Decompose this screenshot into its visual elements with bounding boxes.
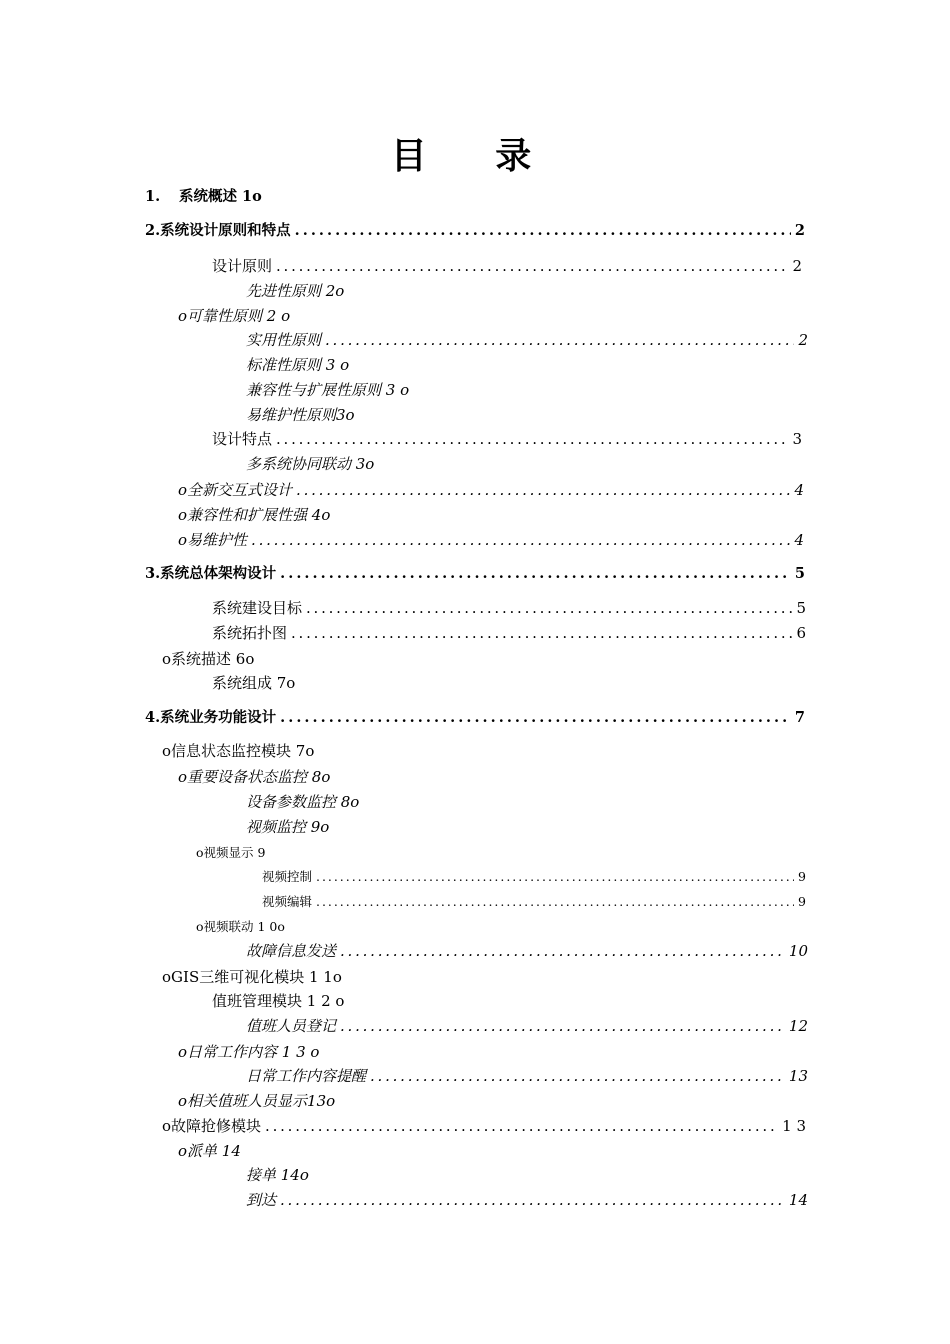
toc-leader-dots: [276, 255, 788, 277]
toc-entry-title: 视频监控 9o: [246, 818, 330, 836]
toc-entry[interactable]: [212, 672, 802, 694]
toc-entry[interactable]: [178, 766, 802, 788]
toc-entry-title: 到达: [246, 1191, 277, 1209]
toc-entry[interactable]: [246, 1164, 802, 1186]
toc-entry[interactable]: [178, 1090, 802, 1112]
toc-page-number: 5: [794, 565, 805, 582]
toc-entry[interactable]: [178, 1041, 802, 1063]
toc-entry-title: oGIS三维可视化模块 1 1o: [162, 968, 342, 986]
toc-entry[interactable]: [246, 816, 802, 838]
toc-page-number: 4: [794, 481, 804, 499]
toc-leader-dots: [280, 1189, 785, 1211]
toc-entry[interactable]: [246, 791, 802, 813]
toc-entry-title: o全新交互式设计: [178, 481, 293, 499]
toc-entry[interactable]: [212, 990, 802, 1012]
toc-page-number: 9: [798, 894, 806, 909]
toc-entry-title: o视频联动 1 0o: [196, 919, 285, 934]
toc-entry-title: o信息状态监控模块 7o: [162, 742, 315, 760]
toc-entry[interactable]: [162, 966, 802, 988]
toc-entry-title: 值班管理模块 1 2 o: [212, 992, 345, 1010]
toc-entry[interactable]: [162, 740, 802, 762]
toc-page-number: 9: [798, 869, 806, 884]
toc-entry[interactable]: [162, 1115, 806, 1137]
toc-entry-title: 系统建设目标: [212, 599, 303, 617]
toc-entry-title: 系统设计原则和特点: [160, 222, 291, 239]
toc-leader-dots: [276, 428, 788, 450]
toc-entry-title: o兼容性和扩展性强 4o: [178, 506, 331, 524]
toc-entry-title: 系统概述 1o: [179, 188, 262, 205]
toc-page-number: 3: [792, 430, 802, 448]
toc-entry-title: 视频控制: [262, 869, 313, 884]
toc-entry[interactable]: [246, 1015, 808, 1037]
toc-leader-dots: [306, 597, 792, 619]
toc-entry[interactable]: [178, 504, 802, 526]
toc-page-number: 6: [796, 624, 806, 642]
toc-leader-dots: [316, 866, 794, 888]
toc-leader-dots: [340, 940, 785, 962]
toc-entry[interactable]: [212, 255, 802, 277]
toc-entry-title: o视频显示 9: [196, 845, 266, 860]
toc-entry[interactable]: [196, 916, 802, 938]
toc-entry-title: o故障抢修模块: [162, 1117, 262, 1135]
toc-page-number: 10: [788, 942, 808, 960]
toc-entry[interactable]: [196, 842, 802, 864]
toc-leader-dots: [291, 622, 792, 644]
toc-entry-title: 设计原则: [212, 257, 273, 275]
toc-page-number: 14: [788, 1191, 808, 1209]
toc-entry-number: 2.: [145, 222, 161, 239]
toc-entry[interactable]: [178, 305, 802, 327]
toc-entry-title: 系统组成 7o: [212, 674, 296, 692]
toc-entry[interactable]: [162, 648, 802, 670]
toc-entry-title: 兼容性与扩展性原则 3 o: [246, 381, 410, 399]
toc-entry-title: 值班人员登记: [246, 1017, 337, 1035]
toc-entry[interactable]: [212, 597, 806, 619]
toc-entry[interactable]: [246, 1065, 808, 1087]
toc-entry[interactable]: [145, 220, 805, 242]
toc-entry[interactable]: [145, 186, 805, 208]
toc-leader-dots: [295, 220, 791, 242]
toc-entry-title: 接单 14o: [246, 1166, 309, 1184]
toc-entry[interactable]: [212, 622, 806, 644]
toc-entry[interactable]: [246, 280, 802, 302]
toc-entry[interactable]: [262, 866, 806, 888]
toc-entry-title: 实用性原则: [246, 331, 322, 349]
toc-page-number: 7: [794, 709, 805, 726]
toc-entry-title: o相关值班人员显示13o: [178, 1092, 336, 1110]
toc-leader-dots: [265, 1115, 778, 1137]
toc-entry-title: 设计特点: [212, 430, 273, 448]
toc-entry-title: 多系统协同联动 3o: [246, 455, 375, 473]
toc-leader-dots: [296, 479, 790, 501]
toc-entry-title: o派单 14: [178, 1142, 241, 1160]
toc-entry[interactable]: [246, 379, 802, 401]
toc-entry-title: o系统描述 6o: [162, 650, 255, 668]
toc-page-number: 2: [792, 257, 802, 275]
toc-page-number: 1 3: [782, 1117, 806, 1135]
toc-entry-title: 故障信息发送: [246, 942, 337, 960]
toc-leader-dots: [316, 891, 794, 913]
toc-entry-title: 易维护性原则3o: [246, 406, 355, 424]
toc-page-number: 12: [788, 1017, 808, 1035]
toc-entry-number: 4.: [145, 709, 161, 726]
toc-entry[interactable]: [262, 891, 806, 913]
toc-entry-title: o日常工作内容 1 3 o: [178, 1043, 320, 1061]
toc-entry-title: o易维护性: [178, 531, 248, 549]
toc-entry[interactable]: [178, 529, 804, 551]
toc-page-number: 4: [794, 531, 804, 549]
toc-entry[interactable]: [178, 479, 804, 501]
toc-entry-title: o可靠性原则 2 o: [178, 307, 291, 325]
toc-entry-title: 日常工作内容提醒: [246, 1067, 367, 1085]
toc-entry-title: 视频编辑: [262, 894, 313, 909]
toc-entry-title: 先进性原则 2o: [246, 282, 345, 300]
toc-entry[interactable]: [145, 563, 805, 585]
toc-entry[interactable]: [246, 940, 808, 962]
toc-page-number: 2: [794, 222, 805, 239]
toc-leader-dots: [325, 329, 794, 351]
toc-page-number: 2: [798, 331, 808, 349]
toc-entry-number: 3.: [145, 565, 161, 582]
toc-leader-dots: [280, 563, 791, 585]
toc-entry[interactable]: [246, 404, 802, 426]
toc-entry[interactable]: [178, 1140, 802, 1162]
toc-leader-dots: [340, 1015, 785, 1037]
toc-leader-dots: [280, 707, 791, 729]
toc-entry-title: 标准性原则 3 o: [246, 356, 350, 374]
toc-entry-title: 系统总体架构设计: [160, 565, 277, 582]
toc-entry[interactable]: [246, 329, 808, 351]
toc-entry[interactable]: [145, 707, 805, 729]
toc-entry-title: 系统业务功能设计: [160, 709, 277, 726]
toc-entry-title: 设备参数监控 8o: [246, 793, 360, 811]
toc-entry[interactable]: [246, 354, 802, 376]
toc-page-number: 5: [796, 599, 806, 617]
toc-entry[interactable]: [212, 428, 802, 450]
toc-entry[interactable]: [246, 1189, 808, 1211]
toc-entry-title: 系统拓扑图: [212, 624, 288, 642]
toc-leader-dots: [251, 529, 790, 551]
toc-entry-number: 1.: [145, 188, 161, 205]
toc-entry-title: o重要设备状态监控 8o: [178, 768, 331, 786]
toc-entry[interactable]: [246, 453, 802, 475]
page-title: 目 录: [390, 135, 560, 177]
toc-page-number: 13: [788, 1067, 808, 1085]
toc-leader-dots: [370, 1065, 785, 1087]
